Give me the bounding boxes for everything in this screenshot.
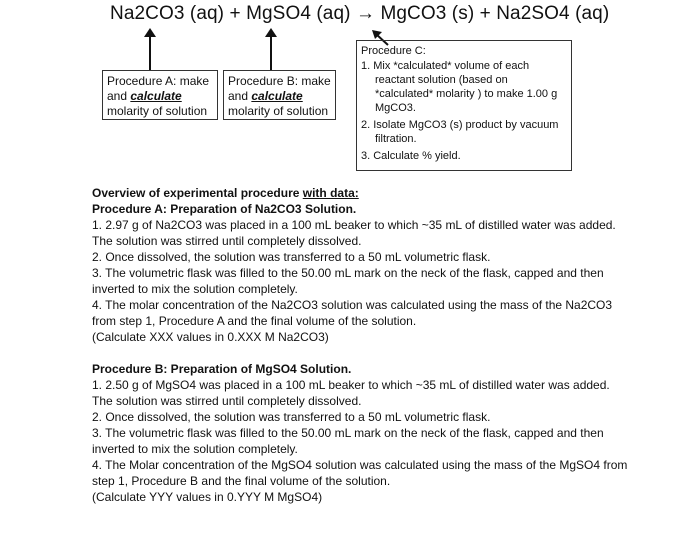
procedure-b-box [223,70,336,120]
procedure-b-step-1: 1. 2.50 g of MgSO4 was placed in a 100 mL beaker to which ~35 mL of distilled water was added. The solution was stirred until completely dissolved. [92,378,610,408]
procedure-c-item-1: 1. Mix *calculated* volume of each reactant solution (based on *calculated* molarity ) to make 1.00 g MgCO3. [361,60,558,114]
procedure-c-item-2: 2. Isolate MgCO3 (s) product by vacuum filtration. [361,119,559,145]
procedure-b-title: Procedure B: Preparation of MgSO4 Solution. [92,362,352,376]
product-mgco3: MgCO3 (s) [380,3,475,24]
procedure-b-box-line1: Procedure B: make [228,74,331,88]
overview-heading: Overview of experimental procedure with data: [92,186,359,200]
reaction-arrow: → [355,3,376,24]
procedure-a-note: (Calculate XXX values in 0.XXX M Na2CO3) [92,330,329,344]
reaction-equation [110,3,609,25]
arrow-to-na2co3 [149,36,151,70]
procedure-a-step-3: 3. The volumetric flask was filled to the 50.00 mL mark on the neck of the flask, capped and then inverted to mix the solution completely. [92,266,604,296]
plus-sign: + [479,3,491,24]
procedure-a-box-line3: molarity of solution [107,104,208,118]
procedure-c-box [356,40,572,171]
procedure-a-box-line1: Procedure A: make [107,74,210,88]
reactant-mgso4: MgSO4 (aq) [246,3,351,24]
procedure-b-step-3: 3. The volumetric flask was filled to the 50.00 mL mark on the neck of the flask, capped and then inverted to mix the solution completely. [92,426,604,456]
arrow-to-mgso4 [270,36,272,70]
procedure-b-box-line3: molarity of solution [228,104,329,118]
procedure-a-title: Procedure A: Preparation of Na2CO3 Solution. [92,202,357,216]
procedure-overview [92,185,632,505]
procedure-a-step-2: 2. Once dissolved, the solution was transferred to a 50 mL volumetric flask. [92,250,491,264]
procedure-c-title: Procedure C: [361,45,426,57]
plus-sign: + [229,3,241,24]
procedure-b-box-line2: and calculate [228,89,303,103]
procedure-a-step-1: 1. 2.97 g of Na2CO3 was placed in a 100 mL beaker to which ~35 mL of distilled water was added. The solution was stirred until completely dissolved. [92,218,616,248]
procedure-b-note: (Calculate YYY values in 0.YYY M MgSO4) [92,490,323,504]
procedure-c-item-3: 3. Calculate % yield. [361,150,461,162]
procedure-b-step-2: 2. Once dissolved, the solution was transferred to a 50 mL volumetric flask. [92,410,491,424]
procedure-a-step-4: 4. The molar concentration of the Na2CO3 solution was calculated using the mass of the Na2CO3 from step 1, Procedure A and the final volume of the solution. [92,298,613,328]
product-na2so4: Na2SO4 (aq) [496,3,610,24]
reactant-na2co3: Na2CO3 (aq) [110,3,225,24]
procedure-a-box-line2: and calculate [107,89,182,103]
procedure-b-step-4: 4. The Molar concentration of the MgSO4 solution was calculated using the mass of the MgSO4 from step 1, Procedure B and the final volume of the solution. [92,458,628,488]
procedure-a-box [102,70,218,120]
